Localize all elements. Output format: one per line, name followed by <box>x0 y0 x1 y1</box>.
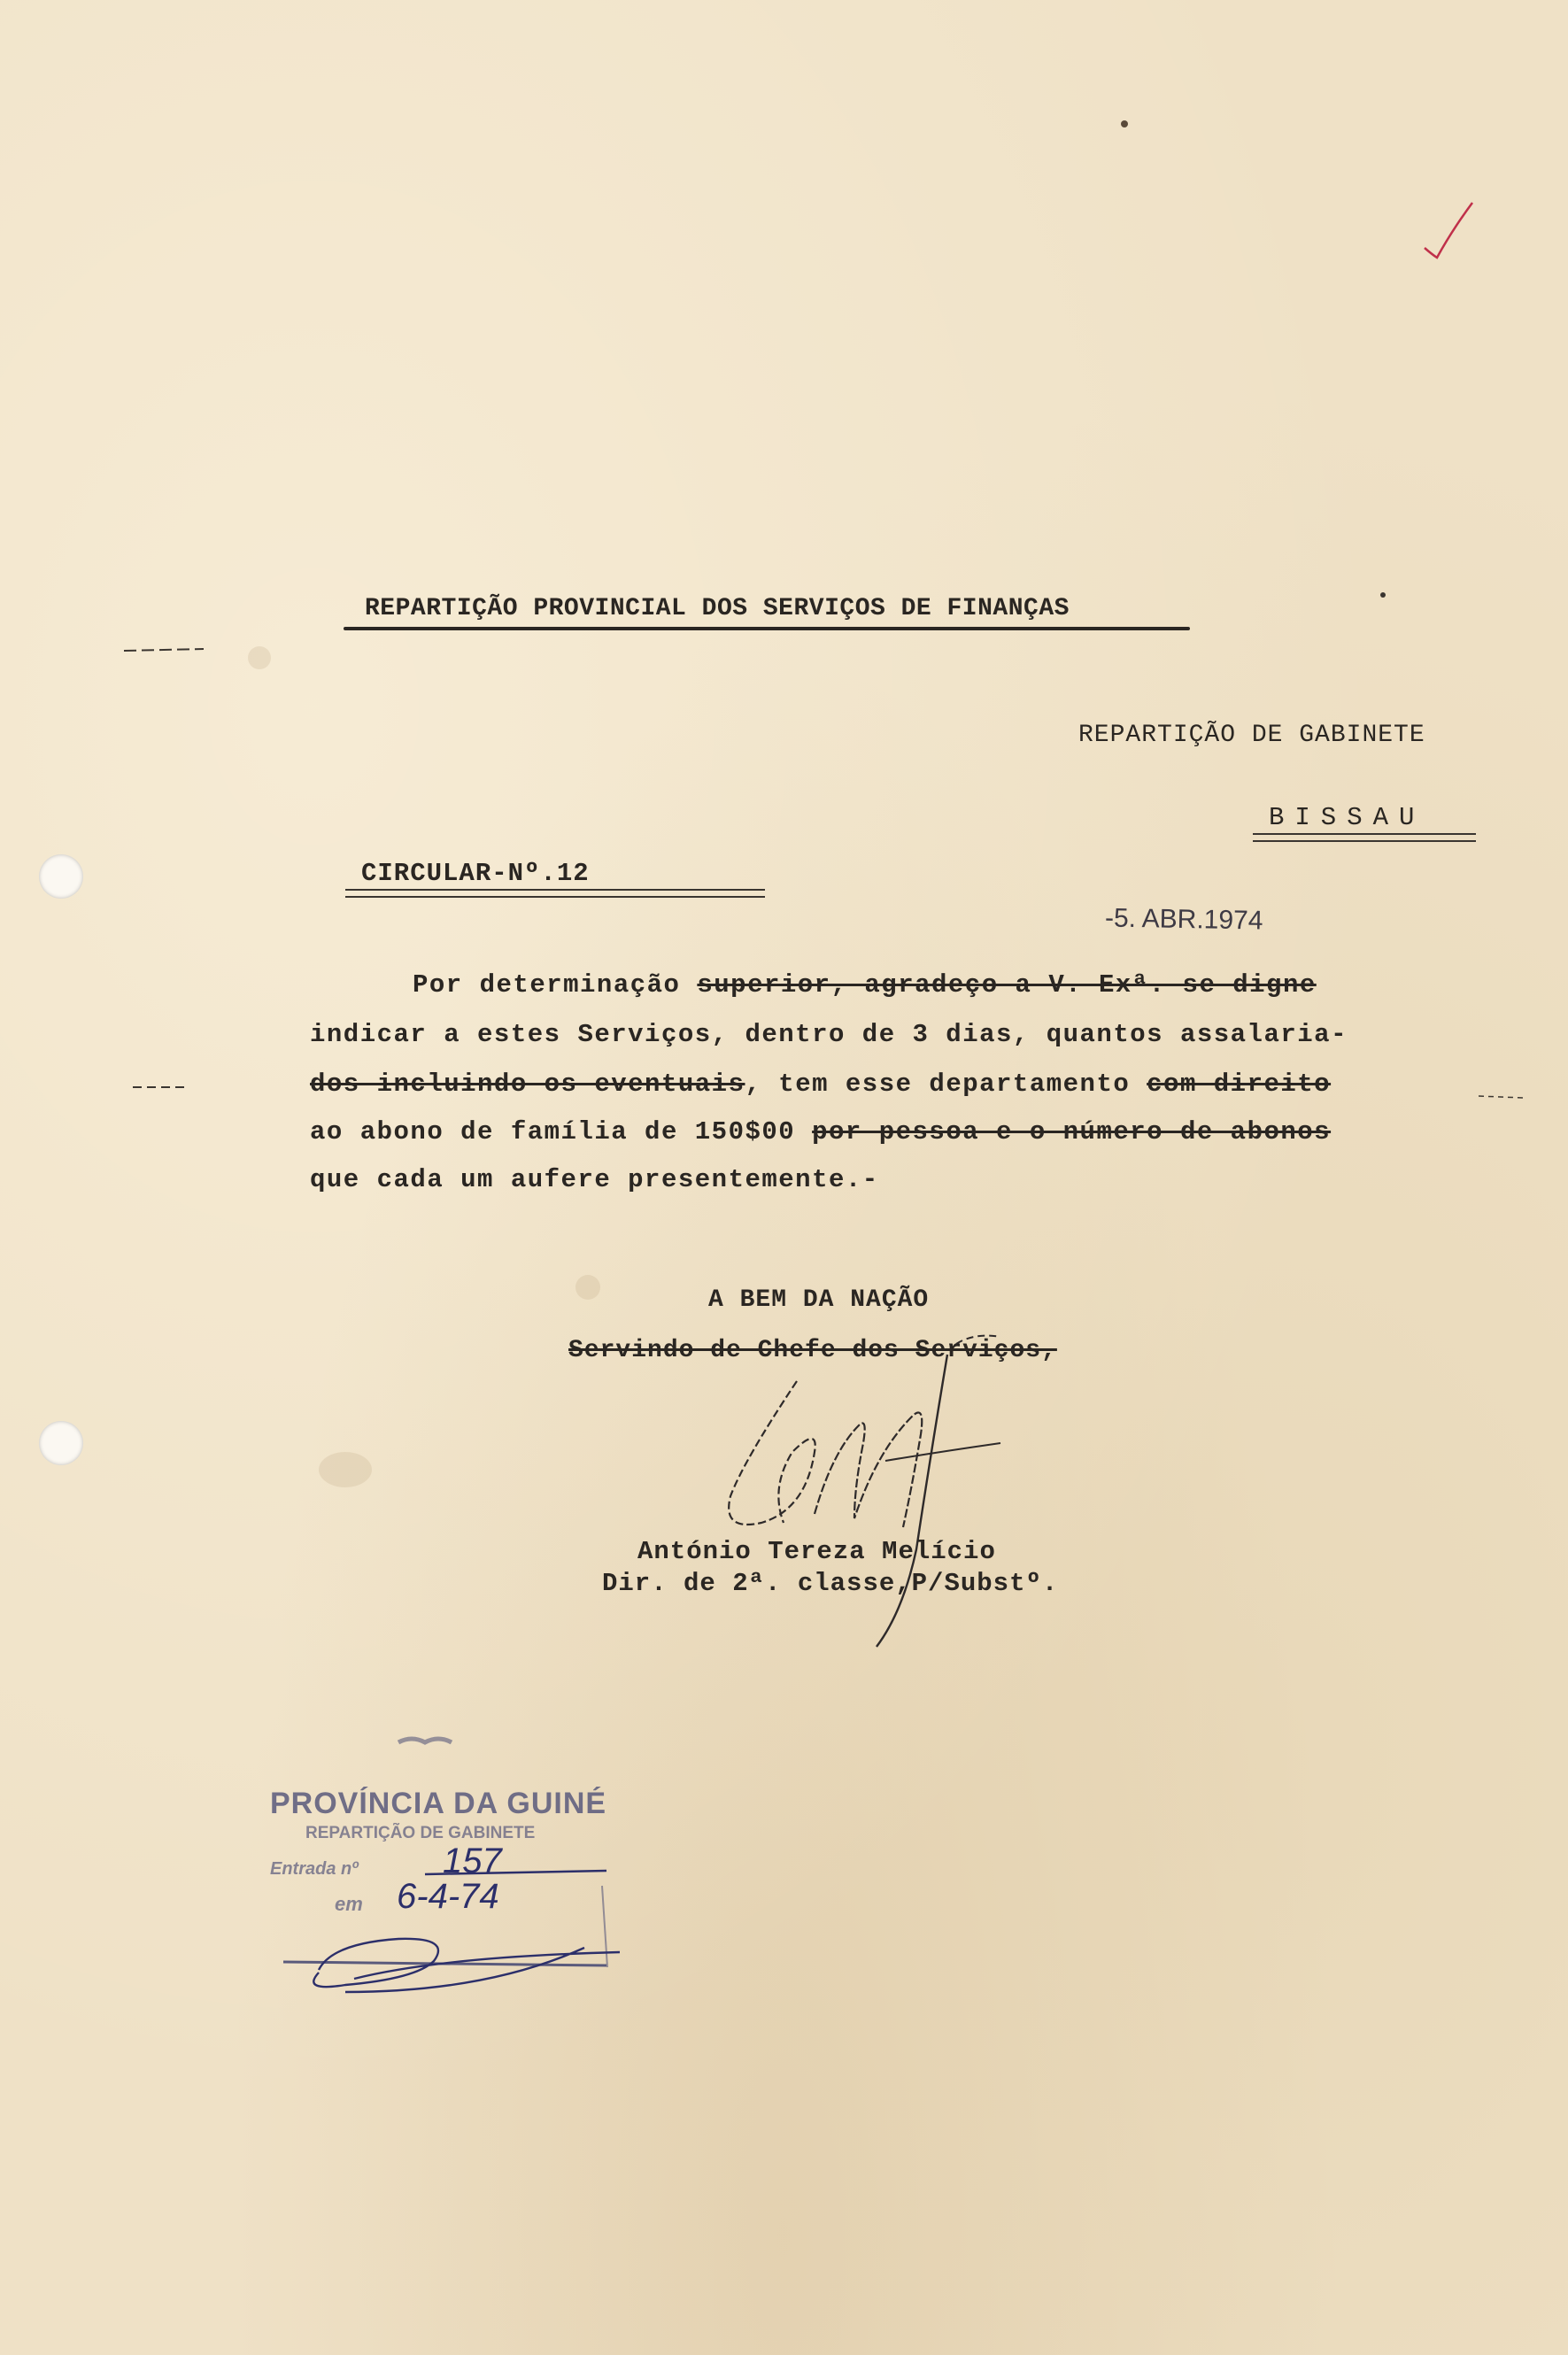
heading-underline <box>344 627 1190 630</box>
stamp-entry-label: Entrada nº <box>270 1859 359 1879</box>
struck-text: com direito <box>1147 1069 1332 1099</box>
struck-text: por pessoa e o número de abonos <box>812 1117 1332 1147</box>
city-name: BISSAU <box>1269 803 1425 832</box>
department-name: REPARTIÇÃO DE GABINETE <box>1078 722 1425 749</box>
signer-name: António Tereza Melício <box>637 1537 996 1566</box>
stamp-office: REPARTIÇÃO DE GABINETE <box>305 1824 536 1842</box>
struck-text: superior, agradeço a V. Exª. se digne <box>697 970 1317 1000</box>
body-line-3 <box>310 1069 1331 1099</box>
circular-number: CIRCULAR-Nº.12 <box>361 859 590 888</box>
struck-text: dos incluindo os eventuais <box>310 1069 745 1099</box>
closing-salutation: A BEM DA NAÇÃO <box>708 1286 930 1314</box>
stamp-entry-date: 6-4-74 <box>397 1877 499 1916</box>
punch-hole-bottom <box>39 1421 83 1465</box>
paper-stain <box>248 646 271 669</box>
body-text: Por determinação <box>413 970 698 1000</box>
signer-role: Servindo de Chefe dos Serviços, <box>568 1337 1057 1364</box>
check-mark-icon <box>1421 199 1474 261</box>
stamp-date-label: em <box>335 1893 363 1915</box>
stamp-entry-number: 157 <box>443 1842 502 1880</box>
paper-stain <box>575 1275 600 1300</box>
receipt-stamp <box>266 1735 637 2027</box>
handwritten-signature <box>708 1319 1116 1656</box>
body-line-4 <box>310 1117 1331 1147</box>
city-underline <box>1253 833 1476 842</box>
stamp-province: PROVÍNCIA DA GUINÉ <box>270 1787 607 1820</box>
body-text: , tem esse departamento <box>745 1069 1147 1099</box>
body-line-1 <box>413 970 1317 1000</box>
body-line-5: que cada um aufere presentemente.- <box>310 1165 879 1194</box>
paper-stain <box>319 1452 372 1487</box>
signer-rank: Dir. de 2ª. classe,P/Substº. <box>602 1569 1059 1598</box>
letterhead-heading: REPARTIÇÃO PROVINCIAL DOS SERVIÇOS DE FINANÇAS <box>365 595 1070 622</box>
punch-hole-top <box>39 854 83 899</box>
body-line-2: indicar a estes Serviços, dentro de 3 dias, quantos assalaria- <box>310 1020 1348 1049</box>
date-stamp: -5. ABR.1974 <box>1104 903 1263 936</box>
circular-underline <box>345 889 765 898</box>
body-text: ao abono de família de 150$00 <box>310 1117 813 1147</box>
